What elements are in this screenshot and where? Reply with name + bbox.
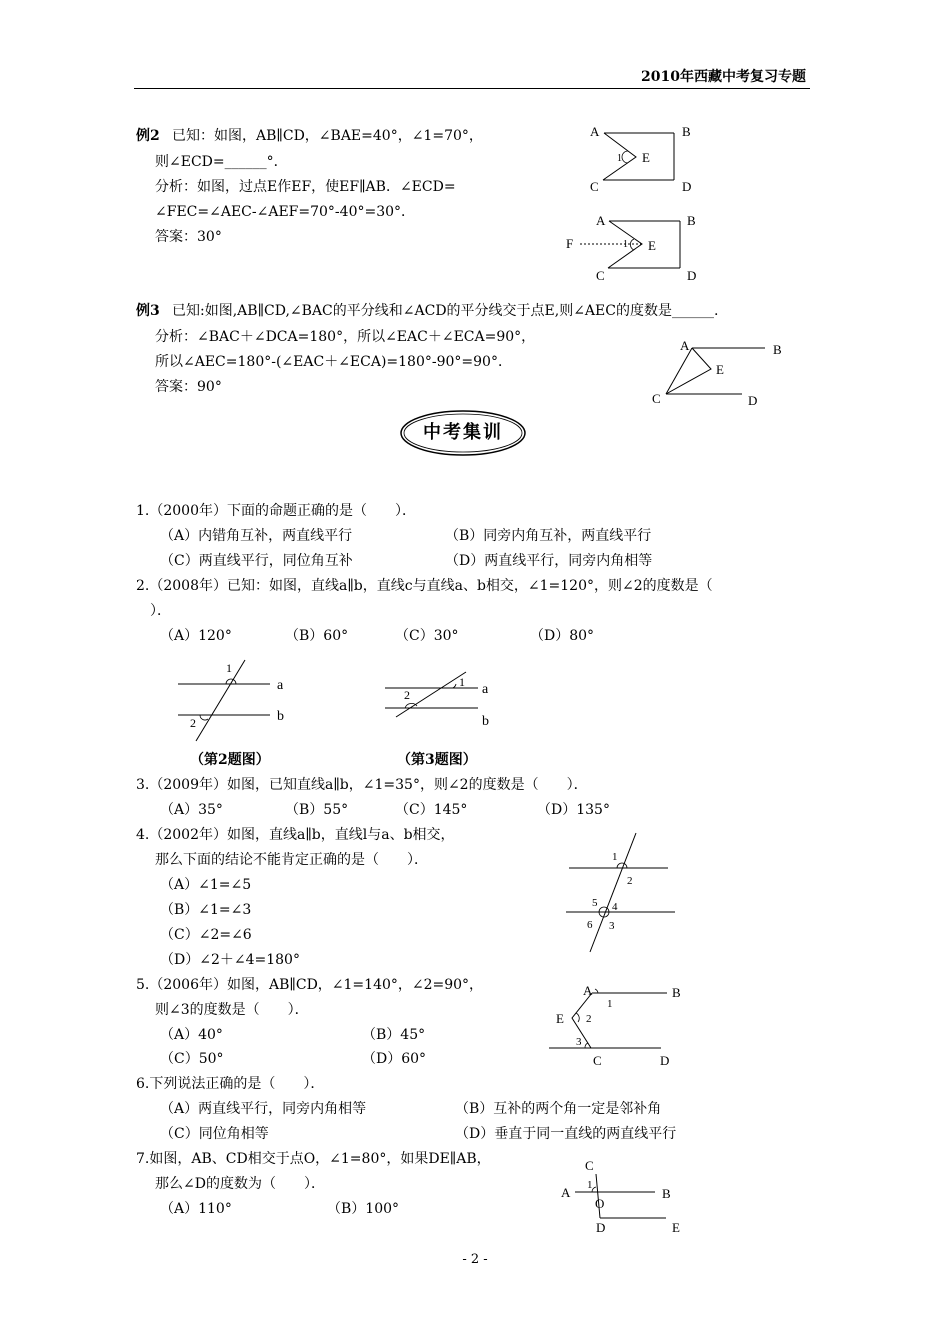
example3-line3: 所以∠AEC=180°-(∠EAC＋∠ECA)=180°-90°=90°．: [155, 354, 512, 370]
q2-option-b: （B）60°: [285, 628, 349, 644]
fig-ex2b-label: E: [648, 238, 656, 253]
fig-q7-label: C: [585, 1158, 594, 1173]
q6-option-d: （D）垂直于同一直线的两直线平行: [455, 1126, 677, 1142]
example3-line4: 答案：90°: [155, 379, 222, 395]
section-title: 中考集训: [423, 422, 503, 443]
fig-q4-label: 4: [612, 901, 618, 913]
q1-option-d: （D）两直线平行，同旁内角相等: [445, 553, 653, 569]
fig-ex2b-label: C: [596, 268, 605, 283]
fig-q7-label: 1: [587, 1179, 593, 1191]
fig-q2-label: a: [277, 678, 284, 693]
fig-q4-label: 3: [609, 920, 615, 932]
q1-option-b: （B）同旁内角互补，两直线平行: [445, 528, 652, 544]
q5-option-a: （A）40°: [160, 1027, 223, 1043]
fig-q3-label: b: [482, 714, 489, 729]
q5-option-b: （B）45°: [362, 1027, 426, 1043]
q5-option-c: （C）50°: [160, 1051, 224, 1067]
q1-stem: 1.（2000年）下面的命题正确的是（ ）．: [136, 503, 416, 519]
q3-figure-caption: （第3题图）: [397, 752, 477, 768]
fig-q3-label: 2: [404, 688, 410, 702]
fig-ex2b-label: 1: [623, 239, 628, 250]
q2-option-a: （A）120°: [160, 628, 232, 644]
fig-ex3-label: B: [773, 342, 782, 357]
example3-label: 例3: [136, 303, 160, 319]
q7-option-b: （B）100°: [327, 1201, 400, 1217]
q3-option-d: （D）135°: [537, 802, 610, 818]
fig-q4-label: 2: [627, 875, 633, 887]
q4-stem-2: 那么下面的结论不能肯定正确的是（ ）．: [155, 852, 428, 868]
fig-ex2a-label: A: [590, 124, 600, 139]
example3-line2: 分析：∠BAC＋∠DCA=180°，所以∠EAC＋∠ECA=90°，: [155, 329, 536, 345]
example2-line2: 则∠ECD=______°．: [155, 154, 288, 170]
example2-label: 例2: [136, 128, 160, 144]
fig-q3-label: 1: [459, 675, 465, 689]
fig-q2-label: 1: [226, 661, 232, 675]
fig-q2-label: b: [277, 709, 284, 724]
fig-ex3-label: C: [652, 391, 661, 406]
q2-figure-caption: （第2题图）: [190, 752, 270, 768]
q7-option-a: （A）110°: [160, 1201, 232, 1217]
q3-stem: 3.（2009年）如图，已知直线a∥b，∠1=35°，则∠2的度数是（ ）．: [136, 777, 588, 793]
example3-line1: 已知:如图,AB∥CD,∠BAC的平分线和∠ACD的平分线交于点E,则∠AEC的度数是______.: [172, 303, 719, 319]
q6-option-a: （A）两直线平行，同旁内角相等: [160, 1101, 367, 1117]
example2-line5: 答案：30°: [155, 229, 222, 245]
q7-stem: 7.如图，AB、CD相交于点O，∠1=80°，如果DE∥AB，: [136, 1151, 491, 1167]
page-number: - 2 -: [462, 1252, 488, 1267]
example2-line1: 已知：如图，AB∥CD，∠BAE=40°，∠1=70°，: [172, 128, 483, 144]
q4-option-b: （B）∠1=∠3: [160, 902, 252, 918]
q4-stem: 4.（2002年）如图，直线a∥b，直线l与a、b相交，: [136, 827, 455, 843]
fig-ex3-label: E: [716, 362, 724, 377]
fig-q5-label: 3: [576, 1036, 582, 1048]
fig-q7-label: B: [662, 1186, 671, 1201]
fig-q7-label: O: [595, 1196, 605, 1211]
fig-q5-label: B: [672, 985, 681, 1000]
fig-q3-label: a: [482, 682, 489, 697]
fig-q4-label: 1: [612, 851, 618, 863]
fig-q5-label: A: [583, 983, 593, 998]
q1-option-c: （C）两直线平行，同位角互补: [160, 553, 353, 569]
fig-ex2b-label: B: [687, 213, 696, 228]
fig-ex2a-label: B: [682, 124, 691, 139]
fig-ex3-label: D: [748, 393, 758, 408]
fig-q4-label: 6: [587, 919, 593, 931]
q3-option-c: （C）145°: [395, 802, 468, 818]
q4-option-a: （A）∠1=∠5: [160, 877, 252, 893]
q5-stem: 5.（2006年）如图，AB∥CD，∠1=140°，∠2=90°，: [136, 977, 484, 993]
fig-q2-label: 2: [190, 716, 196, 730]
fig-q5-label: 1: [607, 998, 613, 1010]
fig-ex2b-label: F: [566, 236, 574, 251]
fig-ex2a-label: D: [682, 179, 692, 194]
q4-option-d: （D）∠2＋∠4=180°: [160, 952, 300, 968]
q6-option-c: （C）同位角相等: [160, 1126, 269, 1142]
fig-q5-label: E: [556, 1011, 564, 1026]
fig-ex2b-label: A: [596, 213, 606, 228]
fig-q4-label: 5: [592, 897, 598, 909]
q6-stem: 6.下列说法正确的是（ ）．: [136, 1076, 325, 1092]
q3-option-b: （B）55°: [285, 802, 349, 818]
q2-option-d: （D）80°: [530, 628, 595, 644]
fig-ex2b-label: D: [687, 268, 697, 283]
q3-option-a: （A）35°: [160, 802, 223, 818]
example2-line4: ∠FEC=∠AEC-∠AEF=70°-40°=30°．: [155, 204, 416, 220]
fig-ex3-label: A: [680, 338, 690, 353]
fig-q5-label: C: [593, 1053, 602, 1068]
example2-line3: 分析：如图，过点E作EF，使EF∥AB．∠ECD=: [155, 179, 456, 195]
q1-option-a: （A）内错角互补，两直线平行: [160, 528, 353, 544]
fig-q7-label: D: [596, 1220, 606, 1235]
header-title: 2010年西藏中考复习专题: [641, 69, 806, 85]
fig-q7-label: E: [672, 1220, 680, 1235]
fig-q5-label: D: [660, 1053, 670, 1068]
q5-stem-2: 则∠3的度数是（ ）．: [155, 1002, 309, 1018]
q4-option-c: （C）∠2=∠6: [160, 927, 252, 943]
q2-stem-end: ）．: [150, 603, 171, 619]
q5-option-d: （D）60°: [362, 1051, 427, 1067]
fig-q7-label: A: [561, 1185, 571, 1200]
fig-ex2a-label: E: [642, 150, 650, 165]
fig-ex2a-label: C: [590, 179, 599, 194]
q2-stem: 2.（2008年）已知：如图，直线a∥b，直线c与直线a、b相交，∠1=120°，则∠2的度数是（: [136, 578, 713, 594]
q2-option-c: （C）30°: [395, 628, 459, 644]
q7-stem-2: 那么∠D的度数为（ ）．: [155, 1176, 325, 1192]
fig-q5-label: 2: [586, 1013, 592, 1025]
fig-ex2a-label: 1: [617, 153, 622, 164]
q6-option-b: （B）互补的两个角一定是邻补角: [455, 1101, 662, 1117]
